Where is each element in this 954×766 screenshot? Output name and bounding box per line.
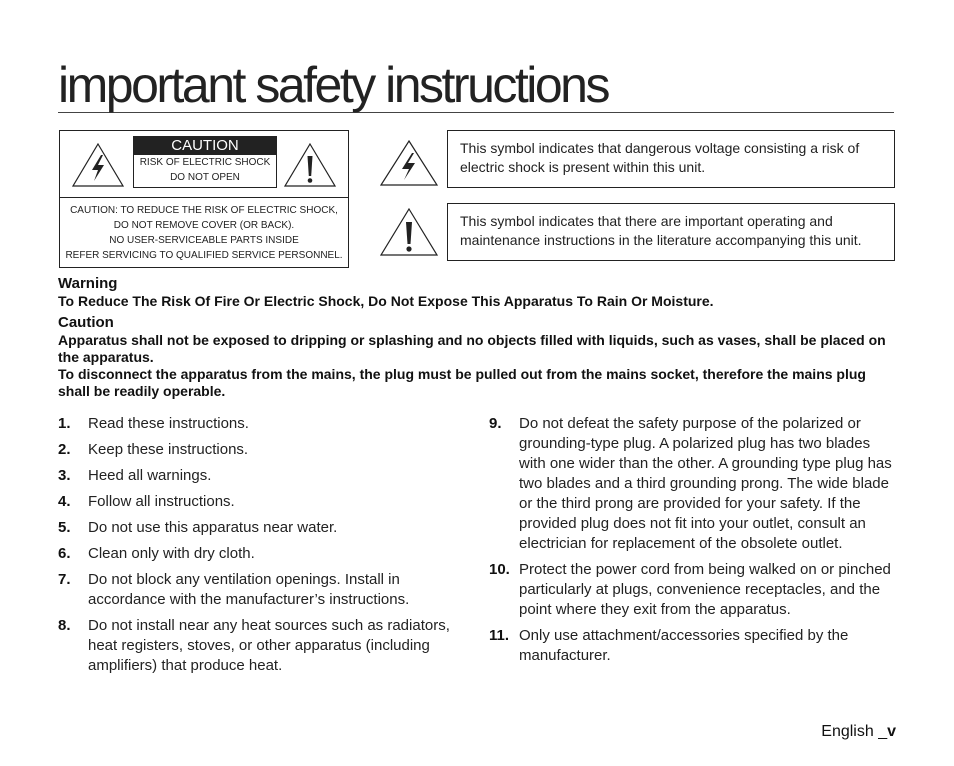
list-item (58, 492, 463, 512)
list-item (489, 414, 895, 554)
instructions-list-left (58, 414, 463, 682)
warning-text: To Reduce The Risk Of Fire Or Electric Shock, Do Not Expose This Apparatus To Rain Or Moisture. (58, 293, 714, 309)
item-text: Do not use this apparatus near water. (88, 519, 338, 536)
list-item (58, 544, 463, 564)
symbol-description: This symbol indicates that there are important operating and maintenance instructions in the literature accompanying this unit. (447, 203, 895, 261)
list-item (58, 414, 463, 434)
caution-heading: Caution (58, 314, 114, 331)
caution-label-line: RISK OF ELECTRIC SHOCK (139, 157, 271, 168)
item-number: 10. (489, 561, 510, 578)
item-number: 8. (58, 617, 71, 634)
caution-label-line: DO NOT OPEN (170, 172, 240, 183)
item-text: Only use attachment/accessories specified by the manufacturer. (519, 627, 849, 664)
item-text: Heed all warnings. (88, 467, 212, 484)
item-number: 6. (58, 545, 71, 562)
footer-language: English _ (821, 723, 888, 740)
item-number: 5. (58, 519, 71, 536)
exclamation-triangle-icon (380, 208, 438, 256)
symbol-description: This symbol indicates that dangerous voltage consisting a risk of electric shock is present within this unit. (447, 130, 895, 188)
caution-text-line: DO NOT REMOVE COVER (OR BACK). (113, 220, 295, 231)
caution-text-line: NO USER-SERVICEABLE PARTS INSIDE (109, 235, 299, 246)
lightning-triangle-icon (72, 143, 124, 187)
item-number: 3. (58, 467, 71, 484)
page-title: important safety instructions (58, 58, 894, 113)
caution-text-line: CAUTION: TO REDUCE THE RISK OF ELECTRIC SHOCK, (70, 205, 338, 216)
page-number: v (887, 723, 896, 740)
item-text: Do not install near any heat sources such as radiators, heat registers, stoves, or other apparatus (including amplifiers) that produce heat. (88, 617, 450, 674)
item-number: 1. (58, 415, 71, 432)
item-number: 2. (58, 441, 71, 458)
caution-section (58, 314, 898, 400)
list-item (489, 626, 895, 666)
exclamation-triangle-icon (284, 143, 336, 187)
caution-text: Apparatus shall not be exposed to dripping or splashing and no objects filled with liquids, such as vases, shall be placed on the apparatus. (58, 332, 886, 365)
caution-text-line: REFER SERVICING TO QUALIFIED SERVICE PERSONNEL. (65, 250, 343, 261)
item-number: 9. (489, 415, 502, 432)
item-text: Read these instructions. (88, 415, 249, 432)
list-item (58, 466, 463, 486)
instructions-list-right (489, 414, 895, 672)
item-text: Keep these instructions. (88, 441, 249, 458)
caution-text (60, 203, 348, 263)
list-item (58, 518, 463, 538)
caution-text: To disconnect the apparatus from the mains, the plug must be pulled out from the mains socket, therefore the mains plug shall be readily operable. (58, 366, 866, 399)
warning-heading: Warning (58, 275, 118, 292)
warning-section (58, 275, 898, 310)
list-item (58, 570, 463, 610)
list-item (58, 440, 463, 460)
caution-label (133, 136, 277, 188)
item-text: Do not defeat the safety purpose of the polarized or grounding-type plug. A polarized plug has two blades with one wider than the other. A grounding type plug has two blades and a third grounding prong. The wide blade or the third prong are provided for your safety. If the provided plug does not fit into your outlet, consult an electrician for replacement of the obsolete outlet. (519, 415, 892, 552)
item-number: 11. (489, 627, 510, 644)
lightning-triangle-icon (380, 140, 438, 186)
item-number: 7. (58, 571, 71, 588)
list-item (489, 560, 895, 620)
list-item (58, 616, 463, 676)
item-text: Do not block any ventilation openings. Install in accordance with the manufacturer’s instructions. (88, 571, 410, 608)
page-footer (821, 723, 896, 741)
caution-label-box (59, 130, 349, 268)
item-text: Follow all instructions. (88, 493, 235, 510)
item-text: Clean only with dry cloth. (88, 545, 255, 562)
item-number: 4. (58, 493, 71, 510)
caution-label-head: CAUTION (134, 137, 276, 155)
item-text: Protect the power cord from being walked on or pinched particularly at plugs, convenience receptacles, and the point where they exit from the apparatus. (519, 561, 891, 618)
